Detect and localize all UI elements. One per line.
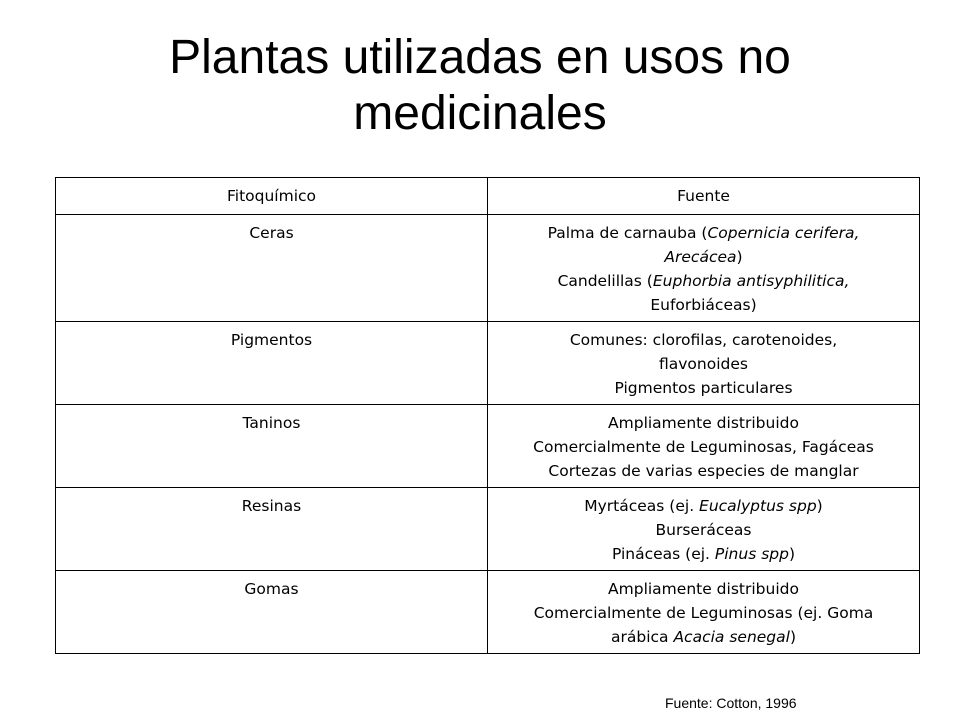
- source-line: [492, 221, 915, 245]
- table-row: [56, 405, 920, 488]
- source-line: Comercialmente de Leguminosas, Fagáceas: [533, 438, 874, 456]
- source-line: Ampliamente distribuido: [608, 414, 799, 432]
- title-line-2: medicinales: [353, 87, 607, 140]
- source-text: ): [789, 628, 797, 646]
- table-row: [56, 322, 920, 405]
- source-line: flavonoides: [659, 355, 748, 373]
- source-text: Pináceas (ej.: [611, 545, 715, 563]
- source-species: Copernicia cerifera,: [707, 224, 860, 242]
- source-text: ): [788, 545, 796, 563]
- source-line: Comunes: clorofilas, carotenoides,: [569, 331, 838, 349]
- source-text: Myrtáceas (ej.: [584, 497, 700, 515]
- source-line: Euforbiáceas): [650, 296, 757, 314]
- cell-source: [488, 215, 920, 322]
- table-header-row: [56, 178, 920, 215]
- source-text: arábica: [610, 628, 674, 646]
- phytochemicals-table: [55, 177, 920, 654]
- source-species: Acacia senegal: [673, 628, 790, 646]
- source-line: [492, 245, 915, 269]
- cell-source: [488, 405, 920, 488]
- source-citation: Fuente: Cotton, 1996: [665, 695, 797, 711]
- source-species: Euphorbia antisyphilitica,: [652, 272, 850, 290]
- page-title: [60, 30, 900, 142]
- source-species: Pinus spp: [714, 545, 789, 563]
- source-text: ): [816, 497, 823, 515]
- cell-phyto: Ceras: [56, 215, 488, 322]
- header-fitoquimico: Fitoquímico: [56, 178, 488, 215]
- source-line: [492, 494, 915, 518]
- source-species: Eucalyptus spp: [699, 497, 817, 515]
- table-row: [56, 215, 920, 322]
- source-line: [492, 625, 915, 649]
- source-line: Cortezas de varias especies de manglar: [548, 462, 859, 480]
- cell-phyto: Resinas: [56, 488, 488, 571]
- source-text: Candelillas (: [557, 272, 653, 290]
- source-line: Ampliamente distribuido: [608, 580, 799, 598]
- cell-phyto: Pigmentos: [56, 322, 488, 405]
- source-text: Palma de carnauba (: [547, 224, 708, 242]
- source-line: [492, 269, 915, 293]
- source-text: ): [736, 248, 743, 266]
- cell-source: [488, 488, 920, 571]
- header-fuente: Fuente: [488, 178, 920, 215]
- source-species: Arecácea: [664, 248, 737, 266]
- title-line-1: Plantas utilizadas en usos no: [169, 31, 791, 84]
- source-line: Burseráceas: [655, 521, 752, 539]
- cell-phyto: Taninos: [56, 405, 488, 488]
- table-row: [56, 571, 920, 654]
- cell-source: [488, 322, 920, 405]
- cell-source: [488, 571, 920, 654]
- source-line: [492, 542, 915, 566]
- cell-phyto: Gomas: [56, 571, 488, 654]
- source-line: Pigmentos particulares: [614, 379, 793, 397]
- table-row: [56, 488, 920, 571]
- source-line: Comercialmente de Leguminosas (ej. Goma: [533, 604, 874, 622]
